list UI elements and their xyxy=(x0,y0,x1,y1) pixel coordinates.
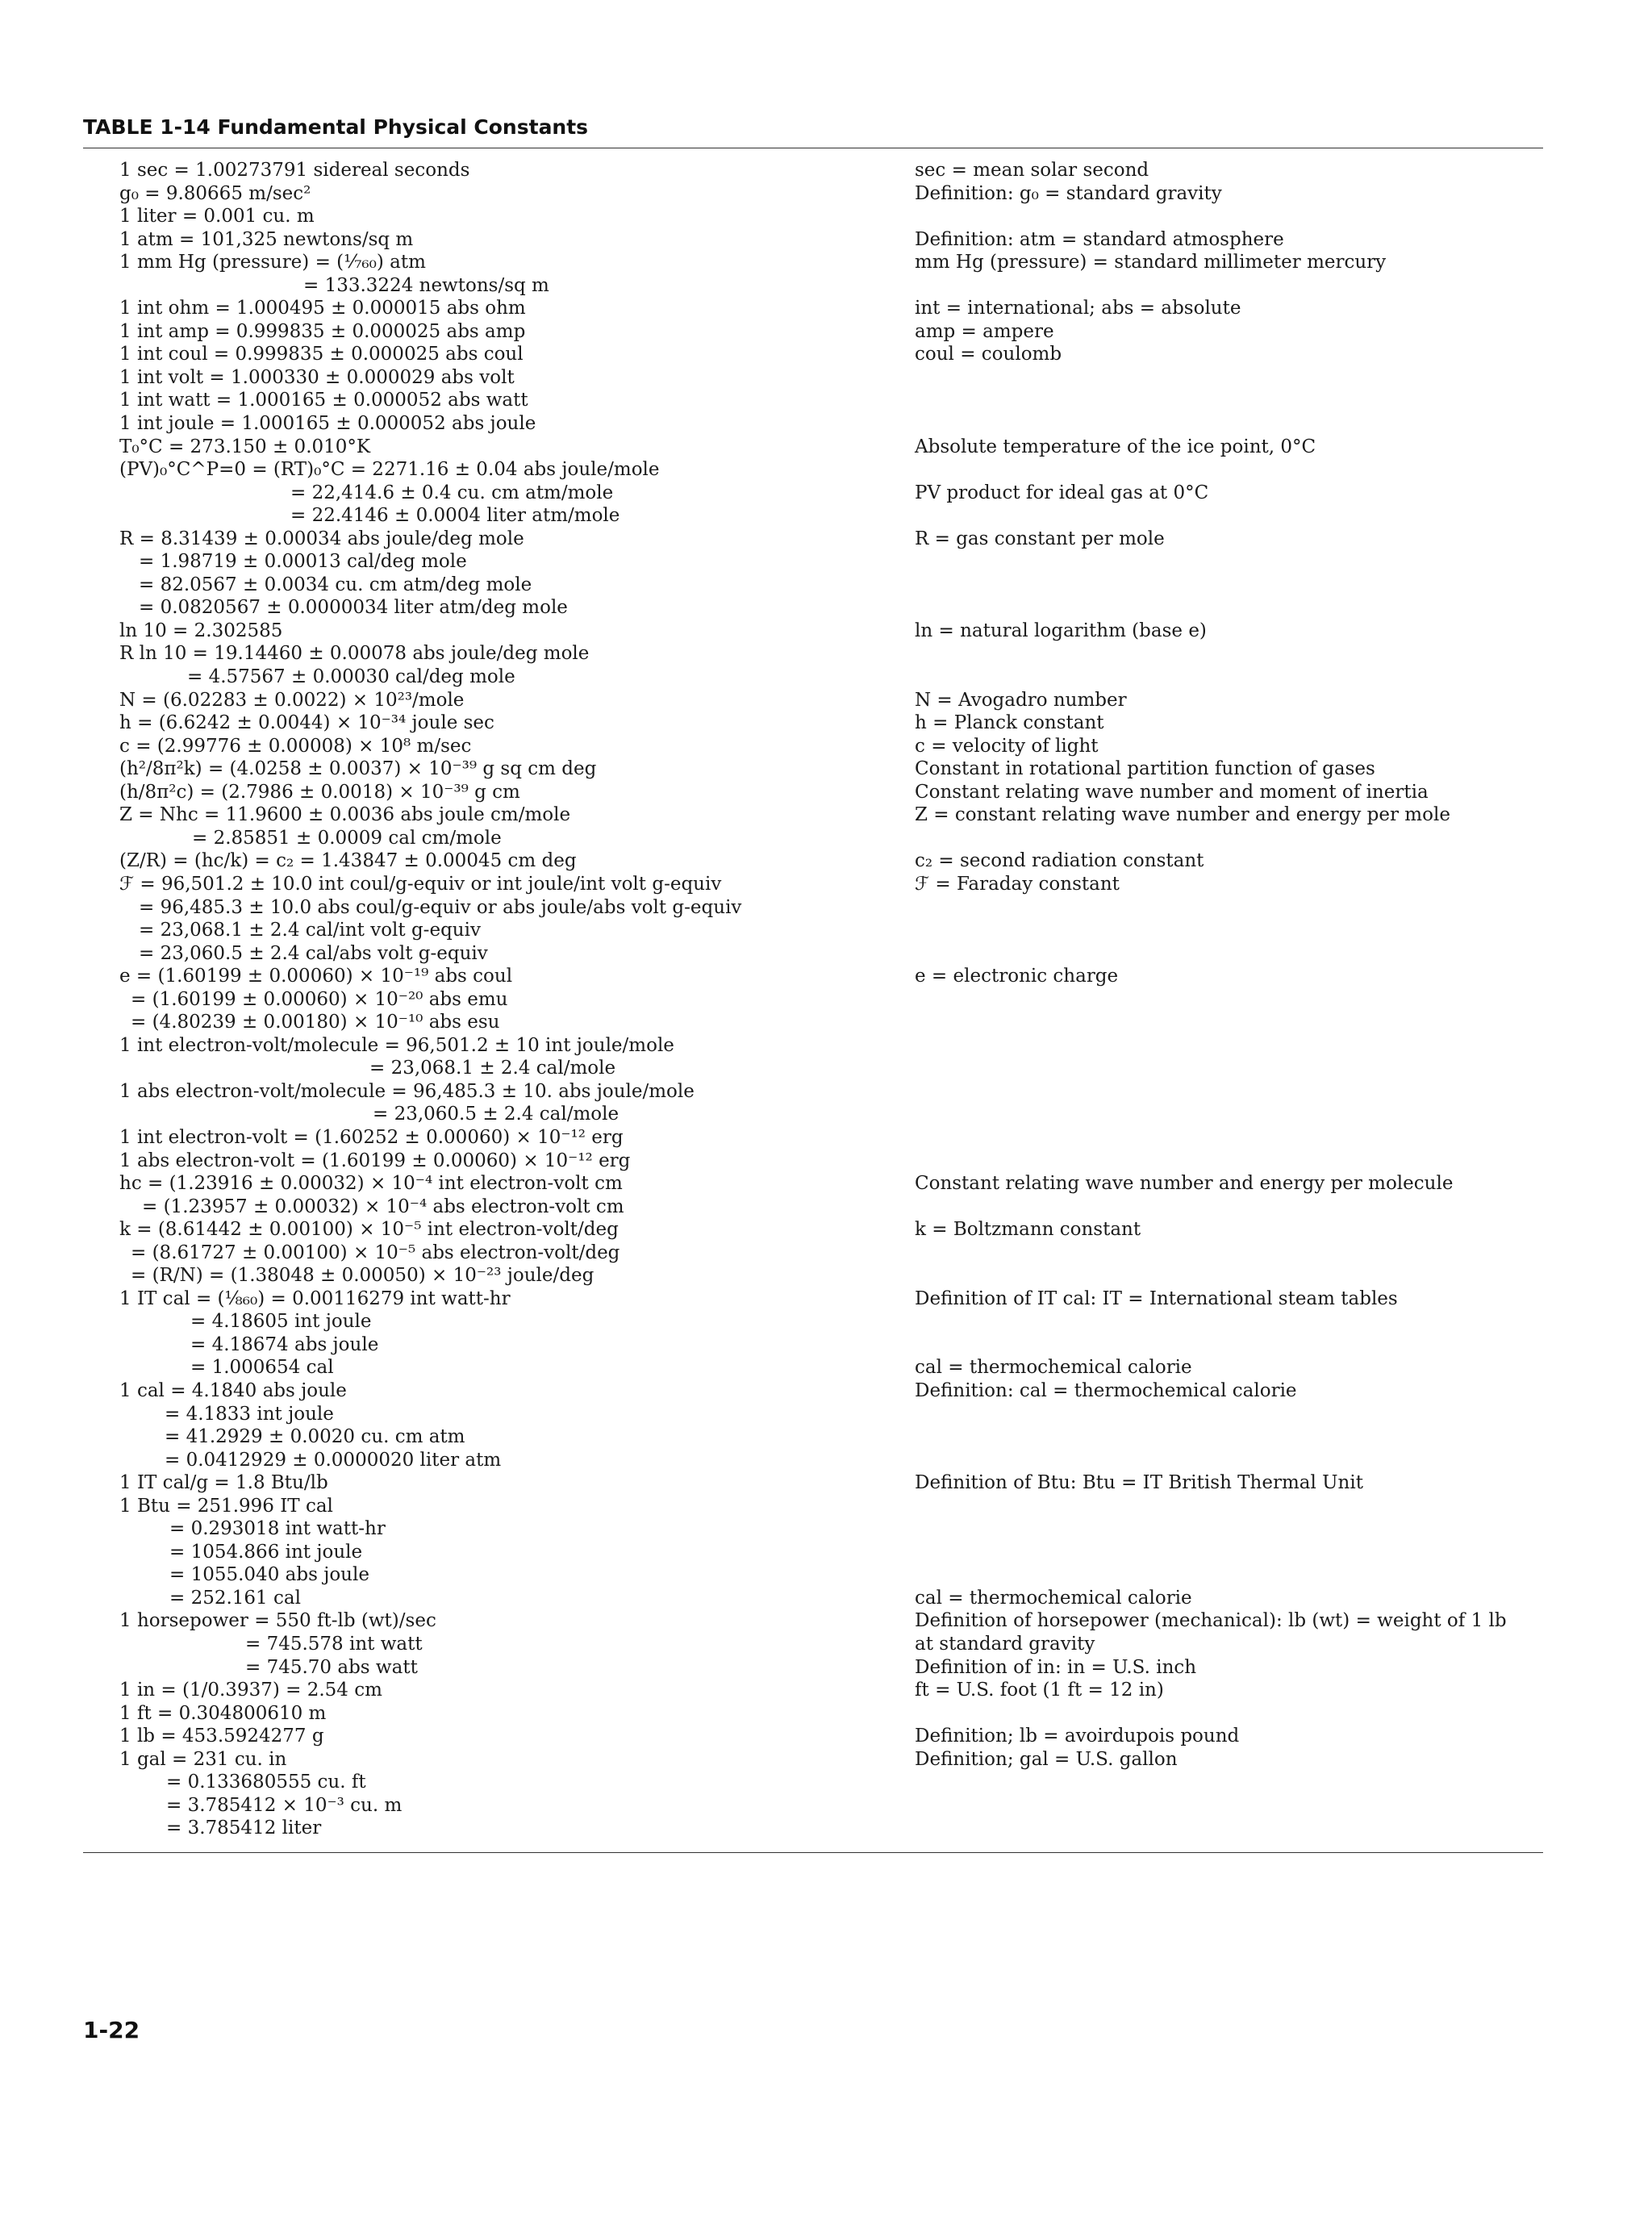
constant-equation: = 1.000654 cal xyxy=(190,1357,334,1379)
table-row xyxy=(0,1563,1652,1587)
table-row xyxy=(0,1011,1652,1034)
table-row xyxy=(0,1379,1652,1403)
constant-equation: g₀ = 9.80665 m/sec² xyxy=(119,182,311,204)
constant-equation: Z = Nhc = 11.9600 ± 0.0036 abs joule cm/mole xyxy=(119,804,571,826)
table-row xyxy=(0,528,1652,551)
constant-equation: 1 int electron-volt = (1.60252 ± 0.00060) × 10⁻¹² erg xyxy=(119,1126,624,1148)
table-row xyxy=(0,919,1652,942)
table-row xyxy=(0,873,1652,896)
table-row xyxy=(0,436,1652,459)
constant-equation: T₀°C = 273.150 ± 0.010°K xyxy=(119,436,371,457)
constant-description: Definition: g₀ = standard gravity xyxy=(915,182,1222,204)
constant-description: int = international; abs = absolute xyxy=(915,298,1241,319)
table-row xyxy=(0,182,1652,206)
constant-equation: 1 gal = 231 cu. in xyxy=(119,1748,287,1770)
constant-equation: = 133.3224 newtons/sq m xyxy=(303,274,549,296)
constant-description: c₂ = second radiation constant xyxy=(915,850,1204,872)
table-row xyxy=(0,1126,1652,1150)
table-row xyxy=(0,574,1652,597)
table-row xyxy=(0,942,1652,966)
constant-description: Absolute temperature of the ice point, 0°C xyxy=(915,436,1316,457)
constant-description: amp = ampere xyxy=(915,320,1054,342)
constant-description: N = Avogadro number xyxy=(915,689,1127,711)
constant-equation: 1 int electron-volt/molecule = 96,501.2 ± 10 int joule/mole xyxy=(119,1034,674,1056)
table-row xyxy=(0,1242,1652,1265)
constant-description: sec = mean solar second xyxy=(915,160,1149,181)
constant-equation: 1 int watt = 1.000165 ± 0.000052 abs watt xyxy=(119,390,528,411)
constant-equation: 1 cal = 4.1840 abs joule xyxy=(119,1379,347,1401)
constant-equation: k = (8.61442 ± 0.00100) × 10⁻⁵ int electron-volt/deg xyxy=(119,1219,619,1241)
constant-description: cal = thermochemical calorie xyxy=(915,1587,1192,1609)
table-row xyxy=(0,1587,1652,1610)
constant-equation: (PV)₀°C^P=0 = (RT)₀°C = 2271.16 ± 0.04 abs joule/mole xyxy=(119,459,660,481)
table-row xyxy=(0,849,1652,873)
constant-equation: 1 sec = 1.00273791 sidereal seconds xyxy=(119,160,470,181)
constant-equation: 1 int amp = 0.999835 ± 0.000025 abs amp xyxy=(119,320,526,342)
constant-equation: 1 int ohm = 1.000495 ± 0.000015 abs ohm xyxy=(119,298,526,319)
constant-description: PV product for ideal gas at 0°C xyxy=(915,482,1209,503)
constant-equation: 1 ft = 0.304800610 m xyxy=(119,1702,327,1724)
table-row xyxy=(0,1034,1652,1058)
table-row xyxy=(0,1356,1652,1379)
constant-equation: c = (2.99776 ± 0.00008) × 10⁸ m/sec xyxy=(119,735,472,757)
table-row xyxy=(0,205,1652,228)
table-row xyxy=(0,620,1652,643)
table-row xyxy=(0,1794,1652,1818)
table-row xyxy=(0,988,1652,1012)
table-row xyxy=(0,412,1652,436)
constant-equation: = 3.785412 liter xyxy=(166,1818,322,1839)
constant-equation: 1 IT cal = (¹⁄₈₆₀) = 0.00116279 int watt-hr xyxy=(119,1288,511,1309)
table-row xyxy=(0,504,1652,528)
table-row xyxy=(0,1771,1652,1794)
table-row xyxy=(0,1425,1652,1449)
constant-equation: = 0.133680555 cu. ft xyxy=(166,1772,366,1793)
constant-description: Definition: atm = standard atmosphere xyxy=(915,228,1284,250)
constants-table xyxy=(0,159,1652,1840)
page-number: 1-22 xyxy=(83,2017,140,2043)
constant-equation: = (R/N) = (1.38048 ± 0.00050) × 10⁻²³ joule/deg xyxy=(131,1265,594,1287)
table-row xyxy=(0,965,1652,988)
constant-description: at standard gravity xyxy=(915,1634,1095,1655)
constant-equation: = 2.85851 ± 0.0009 cal cm/mole xyxy=(192,827,502,849)
constant-equation: 1 lb = 453.5924277 g xyxy=(119,1726,324,1747)
constant-equation: = 23,060.5 ± 2.4 cal/mole xyxy=(373,1104,620,1125)
constant-equation: = 22,414.6 ± 0.4 cu. cm atm/mole xyxy=(290,482,614,503)
table-row xyxy=(0,366,1652,390)
constant-equation: = 23,060.5 ± 2.4 cal/abs volt g-equiv xyxy=(139,942,488,964)
table-row xyxy=(0,1080,1652,1104)
constant-description: Definition: cal = thermochemical calorie xyxy=(915,1379,1297,1401)
constant-description: k = Boltzmann constant xyxy=(915,1219,1141,1241)
table-row xyxy=(0,1103,1652,1126)
constant-description: c = velocity of light xyxy=(915,735,1099,757)
table-row xyxy=(0,1702,1652,1726)
constant-description: Definition of horsepower (mechanical): lb (wt) = weight of 1 lb xyxy=(915,1610,1507,1632)
constant-equation: = 252.161 cal xyxy=(169,1587,301,1609)
constant-equation: R ln 10 = 19.14460 ± 0.00078 abs joule/deg mole xyxy=(119,643,590,665)
table-row xyxy=(0,1541,1652,1564)
constant-equation: = 96,485.3 ± 10.0 abs coul/g-equiv or abs joule/abs volt g-equiv xyxy=(139,896,742,918)
constant-equation: 1 atm = 101,325 newtons/sq m xyxy=(119,228,414,250)
constant-equation: = (8.61727 ± 0.00100) × 10⁻⁵ abs electron-volt/deg xyxy=(131,1242,620,1263)
constant-equation: 1 Btu = 251.996 IT cal xyxy=(119,1495,333,1517)
table-row xyxy=(0,251,1652,274)
constant-equation: (h/8π²c) = (2.7986 ± 0.0018) × 10⁻³⁹ g cm xyxy=(119,781,520,803)
table-row xyxy=(0,1449,1652,1472)
constant-description: ln = natural logarithm (base e) xyxy=(915,620,1207,641)
constant-equation: (h²/8π²k) = (4.0258 ± 0.0037) × 10⁻³⁹ g sq cm deg xyxy=(119,758,597,780)
table-row xyxy=(0,642,1652,666)
table-row xyxy=(0,666,1652,689)
constant-equation: 1 abs electron-volt/molecule = 96,485.3 ± 10. abs joule/mole xyxy=(119,1080,695,1102)
constant-equation: hc = (1.23916 ± 0.00032) × 10⁻⁴ int electron-volt cm xyxy=(119,1173,623,1195)
constant-equation: = 3.785412 × 10⁻³ cu. m xyxy=(166,1794,403,1816)
constant-equation: = 82.0567 ± 0.0034 cu. cm atm/deg mole xyxy=(139,574,532,595)
constant-equation: 1 mm Hg (pressure) = (¹⁄₇₆₀) atm xyxy=(119,252,426,273)
table-row xyxy=(0,1057,1652,1080)
constant-equation: 1 in = (1/0.3937) = 2.54 cm xyxy=(119,1680,382,1701)
table-row xyxy=(0,1172,1652,1196)
table-row xyxy=(0,1748,1652,1772)
constant-description: Definition of IT cal: IT = International steam tables xyxy=(915,1288,1398,1309)
table-row xyxy=(0,1471,1652,1495)
table-row xyxy=(0,1517,1652,1541)
constant-equation: 1 abs electron-volt = (1.60199 ± 0.00060) × 10⁻¹² erg xyxy=(119,1150,631,1171)
constant-description: Constant relating wave number and moment of inertia xyxy=(915,781,1429,803)
table-row xyxy=(0,596,1652,620)
table-row xyxy=(0,1403,1652,1426)
table-row xyxy=(0,1679,1652,1702)
constant-description: cal = thermochemical calorie xyxy=(915,1357,1192,1379)
constant-description: Definition; gal = U.S. gallon xyxy=(915,1748,1178,1770)
constant-equation: N = (6.02283 ± 0.0022) × 10²³/mole xyxy=(119,689,465,711)
constant-equation: = 745.578 int watt xyxy=(245,1634,423,1655)
constant-equation: = (4.80239 ± 0.00180) × 10⁻¹⁰ abs esu xyxy=(131,1012,500,1033)
table-row xyxy=(0,896,1652,920)
constant-equation: = 0.0820567 ± 0.0000034 liter atm/deg mole xyxy=(139,597,568,619)
table-row xyxy=(0,1817,1652,1840)
constant-equation: h = (6.6242 ± 0.0044) × 10⁻³⁴ joule sec xyxy=(119,712,494,734)
constant-equation: = 4.57567 ± 0.00030 cal/deg mole xyxy=(187,666,515,688)
table-row xyxy=(0,1288,1652,1311)
table-row xyxy=(0,482,1652,505)
constant-equation: R = 8.31439 ± 0.00034 abs joule/deg mole xyxy=(119,528,524,549)
table-row xyxy=(0,458,1652,482)
constant-equation: = 1055.040 abs joule xyxy=(169,1564,369,1586)
constant-description: ℱ = Faraday constant xyxy=(915,873,1120,895)
table-row xyxy=(0,803,1652,827)
table-row xyxy=(0,1656,1652,1680)
constant-description: Z = constant relating wave number and energy per mole xyxy=(915,804,1450,826)
constant-equation: e = (1.60199 ± 0.00060) × 10⁻¹⁹ abs coul xyxy=(119,966,513,987)
table-row xyxy=(0,1264,1652,1288)
constant-equation: = 0.293018 int watt-hr xyxy=(169,1518,386,1540)
table-row xyxy=(0,297,1652,320)
constant-description: ft = U.S. foot (1 ft = 12 in) xyxy=(915,1680,1164,1701)
constant-equation: 1 IT cal/g = 1.8 Btu/lb xyxy=(119,1472,328,1494)
constant-equation: 1 horsepower = 550 ft-lb (wt)/sec xyxy=(119,1610,436,1632)
constant-equation: = 1054.866 int joule xyxy=(169,1541,363,1563)
constant-equation: = 0.0412929 ± 0.0000020 liter atm xyxy=(165,1449,502,1471)
constant-equation: = 23,068.1 ± 2.4 cal/int volt g-equiv xyxy=(139,920,481,941)
constant-description: R = gas constant per mole xyxy=(915,528,1165,549)
constant-equation: = (1.60199 ± 0.00060) × 10⁻²⁰ abs emu xyxy=(131,988,508,1010)
table-row xyxy=(0,1633,1652,1656)
table-row xyxy=(0,274,1652,298)
table-row xyxy=(0,735,1652,758)
constant-equation: 1 int joule = 1.000165 ± 0.000052 abs joule xyxy=(119,413,536,435)
constant-description: e = electronic charge xyxy=(915,966,1119,987)
table-row xyxy=(0,343,1652,366)
table-row xyxy=(0,1310,1652,1333)
table-row xyxy=(0,389,1652,412)
constant-equation: 1 int coul = 0.999835 ± 0.000025 abs coul xyxy=(119,344,524,365)
constant-equation: 1 int volt = 1.000330 ± 0.000029 abs volt xyxy=(119,366,515,388)
table-row xyxy=(0,1150,1652,1173)
constant-equation: ln 10 = 2.302585 xyxy=(119,620,283,641)
constant-description: Definition of Btu: Btu = IT British Thermal Unit xyxy=(915,1472,1363,1494)
constant-equation: (Z/R) = (hc/k) = c₂ = 1.43847 ± 0.00045 cm deg xyxy=(119,850,577,872)
table-row xyxy=(0,550,1652,574)
constant-description: coul = coulomb xyxy=(915,344,1062,365)
constant-equation: = 4.18674 abs joule xyxy=(190,1333,379,1355)
table-row xyxy=(0,1609,1652,1633)
constant-equation: = 4.1833 int joule xyxy=(165,1403,334,1425)
table-row xyxy=(0,712,1652,735)
constant-equation: = 23,068.1 ± 2.4 cal/mole xyxy=(369,1058,616,1079)
constant-equation: 1 liter = 0.001 cu. m xyxy=(119,206,315,227)
constant-equation: = (1.23957 ± 0.00032) × 10⁻⁴ abs electron-volt cm xyxy=(142,1196,624,1217)
constant-description: Constant in rotational partition function of gases xyxy=(915,758,1375,780)
table-row xyxy=(0,159,1652,182)
table-row xyxy=(0,781,1652,804)
constant-equation: = 745.70 abs watt xyxy=(245,1656,418,1678)
table-row xyxy=(0,689,1652,712)
constant-equation: = 4.18605 int joule xyxy=(190,1311,372,1333)
constant-description: mm Hg (pressure) = standard millimeter mercury xyxy=(915,252,1387,273)
constant-equation: = 1.98719 ± 0.00013 cal/deg mole xyxy=(139,551,467,573)
table-row xyxy=(0,1196,1652,1219)
constant-equation: = 22.4146 ± 0.0004 liter atm/mole xyxy=(290,505,620,527)
table-title: TABLE 1-14 Fundamental Physical Constants xyxy=(83,115,589,139)
bottom-rule xyxy=(83,1852,1543,1853)
constant-description: Definition; lb = avoirdupois pound xyxy=(915,1726,1240,1747)
constant-equation: = 41.2929 ± 0.0020 cu. cm atm xyxy=(165,1426,465,1448)
table-row xyxy=(0,757,1652,781)
table-row xyxy=(0,1495,1652,1518)
table-row xyxy=(0,1725,1652,1748)
table-row xyxy=(0,228,1652,252)
table-row xyxy=(0,320,1652,344)
table-row xyxy=(0,1218,1652,1242)
table-row xyxy=(0,827,1652,850)
constant-description: Constant relating wave number and energy per molecule xyxy=(915,1173,1454,1195)
constant-description: h = Planck constant xyxy=(915,712,1104,734)
table-row xyxy=(0,1333,1652,1357)
constant-description: Definition of in: in = U.S. inch xyxy=(915,1656,1197,1678)
constant-equation: ℱ = 96,501.2 ± 10.0 int coul/g-equiv or int joule/int volt g-equiv xyxy=(119,873,722,895)
